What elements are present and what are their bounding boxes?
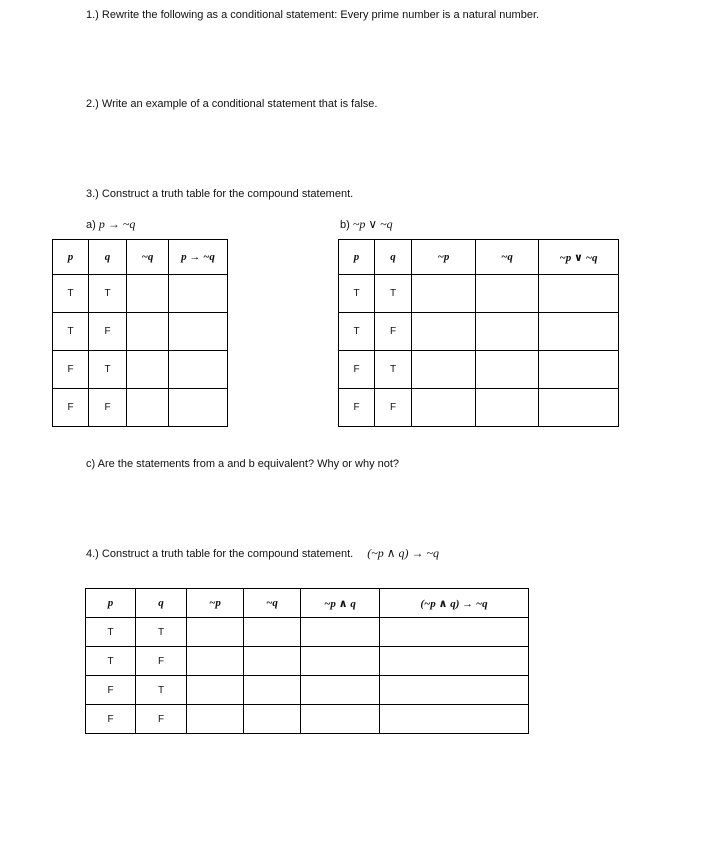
answer-cell[interactable] bbox=[539, 313, 619, 351]
truth-value-cell: F bbox=[53, 389, 89, 427]
table-row bbox=[86, 676, 529, 705]
answer-cell[interactable] bbox=[476, 351, 539, 389]
truth-value-cell: F bbox=[339, 389, 375, 427]
answer-cell[interactable] bbox=[127, 313, 169, 351]
truth-value-cell: T bbox=[89, 275, 127, 313]
truth-value-cell: F bbox=[339, 351, 375, 389]
table-row bbox=[339, 313, 619, 351]
answer-cell[interactable] bbox=[476, 313, 539, 351]
answer-cell[interactable] bbox=[412, 313, 476, 351]
answer-cell[interactable] bbox=[127, 275, 169, 313]
part-b-heading bbox=[340, 217, 393, 232]
truth-value-cell: T bbox=[136, 618, 187, 647]
table-row bbox=[339, 351, 619, 389]
column-header: ~q bbox=[127, 240, 169, 275]
question-4-expression: (~p ∧ q) → ~q bbox=[367, 546, 439, 560]
column-header: p bbox=[86, 589, 136, 618]
answer-cell[interactable] bbox=[380, 618, 529, 647]
answer-cell[interactable] bbox=[244, 647, 301, 676]
answer-cell[interactable] bbox=[244, 676, 301, 705]
truth-value-cell: T bbox=[375, 351, 412, 389]
part-a-heading bbox=[86, 217, 135, 232]
column-header: p bbox=[339, 240, 375, 275]
truth-value-cell: F bbox=[89, 313, 127, 351]
truth-value-cell: T bbox=[53, 275, 89, 313]
answer-cell[interactable] bbox=[412, 275, 476, 313]
answer-cell[interactable] bbox=[169, 275, 228, 313]
answer-cell[interactable] bbox=[127, 351, 169, 389]
answer-cell[interactable] bbox=[187, 618, 244, 647]
column-header: ~p bbox=[187, 589, 244, 618]
answer-cell[interactable] bbox=[539, 351, 619, 389]
part-c-question: c) Are the statements from a and b equivalent? Why or why not? bbox=[86, 458, 400, 470]
answer-cell[interactable] bbox=[412, 389, 476, 427]
answer-cell[interactable] bbox=[301, 705, 380, 734]
truth-value-cell: T bbox=[86, 647, 136, 676]
table-row bbox=[53, 351, 228, 389]
answer-cell[interactable] bbox=[380, 647, 529, 676]
column-header: ~p bbox=[412, 240, 476, 275]
table-row bbox=[53, 275, 228, 313]
answer-cell[interactable] bbox=[244, 618, 301, 647]
truth-value-cell: F bbox=[86, 676, 136, 705]
question-3: 3.) Construct a truth table for the compound statement. bbox=[86, 188, 354, 200]
answer-cell[interactable] bbox=[244, 705, 301, 734]
truth-value-cell: F bbox=[53, 351, 89, 389]
question-4 bbox=[86, 546, 439, 561]
table-row bbox=[339, 275, 619, 313]
truth-value-cell: T bbox=[136, 676, 187, 705]
column-header: (~p ∧ q) → ~q bbox=[380, 589, 529, 618]
truth-value-cell: T bbox=[86, 618, 136, 647]
part-a-expression: p → ~q bbox=[98, 217, 136, 231]
table-row bbox=[53, 313, 228, 351]
table-row bbox=[86, 705, 529, 734]
truth-value-cell: F bbox=[136, 647, 187, 676]
truth-value-cell: F bbox=[89, 389, 127, 427]
answer-cell[interactable] bbox=[187, 676, 244, 705]
column-header: q bbox=[89, 240, 127, 275]
answer-cell[interactable] bbox=[301, 618, 380, 647]
column-header: ~q bbox=[244, 589, 301, 618]
truth-value-cell: F bbox=[375, 313, 412, 351]
truth-table-4 bbox=[85, 588, 529, 734]
truth-value-cell: T bbox=[375, 275, 412, 313]
answer-cell[interactable] bbox=[301, 676, 380, 705]
answer-cell[interactable] bbox=[476, 275, 539, 313]
truth-value-cell: T bbox=[339, 313, 375, 351]
column-header: q bbox=[375, 240, 412, 275]
answer-cell[interactable] bbox=[539, 389, 619, 427]
table-row bbox=[86, 647, 529, 676]
column-header: ~q bbox=[476, 240, 539, 275]
answer-cell[interactable] bbox=[412, 351, 476, 389]
answer-cell[interactable] bbox=[169, 389, 228, 427]
answer-cell[interactable] bbox=[169, 351, 228, 389]
truth-table-b bbox=[338, 239, 619, 427]
table-row bbox=[53, 389, 228, 427]
table-row bbox=[339, 389, 619, 427]
column-header: ~p ∧ q bbox=[301, 589, 380, 618]
answer-cell[interactable] bbox=[187, 705, 244, 734]
column-header: q bbox=[136, 589, 187, 618]
answer-cell[interactable] bbox=[380, 676, 529, 705]
truth-value-cell: T bbox=[339, 275, 375, 313]
question-2: 2.) Write an example of a conditional statement that is false. bbox=[86, 98, 378, 110]
answer-cell[interactable] bbox=[127, 389, 169, 427]
column-header: p bbox=[53, 240, 89, 275]
answer-cell[interactable] bbox=[187, 647, 244, 676]
answer-cell[interactable] bbox=[380, 705, 529, 734]
answer-cell[interactable] bbox=[476, 389, 539, 427]
truth-value-cell: F bbox=[375, 389, 412, 427]
question-1: 1.) Rewrite the following as a conditional statement: Every prime number is a natural number. bbox=[86, 9, 540, 21]
truth-table-a bbox=[52, 239, 228, 427]
question-4-text: 4.) Construct a truth table for the compound statement. bbox=[86, 548, 354, 560]
part-a-label: a) bbox=[86, 219, 99, 231]
column-header: ~p ∨ ~q bbox=[539, 240, 619, 275]
answer-cell[interactable] bbox=[539, 275, 619, 313]
truth-value-cell: F bbox=[136, 705, 187, 734]
truth-value-cell: T bbox=[89, 351, 127, 389]
answer-cell[interactable] bbox=[301, 647, 380, 676]
table-row bbox=[86, 618, 529, 647]
part-b-label: b) bbox=[340, 219, 353, 231]
part-b-expression: ~p ∨ ~q bbox=[352, 217, 393, 231]
truth-value-cell: T bbox=[53, 313, 89, 351]
answer-cell[interactable] bbox=[169, 313, 228, 351]
truth-value-cell: F bbox=[86, 705, 136, 734]
column-header: p → ~q bbox=[169, 240, 228, 275]
